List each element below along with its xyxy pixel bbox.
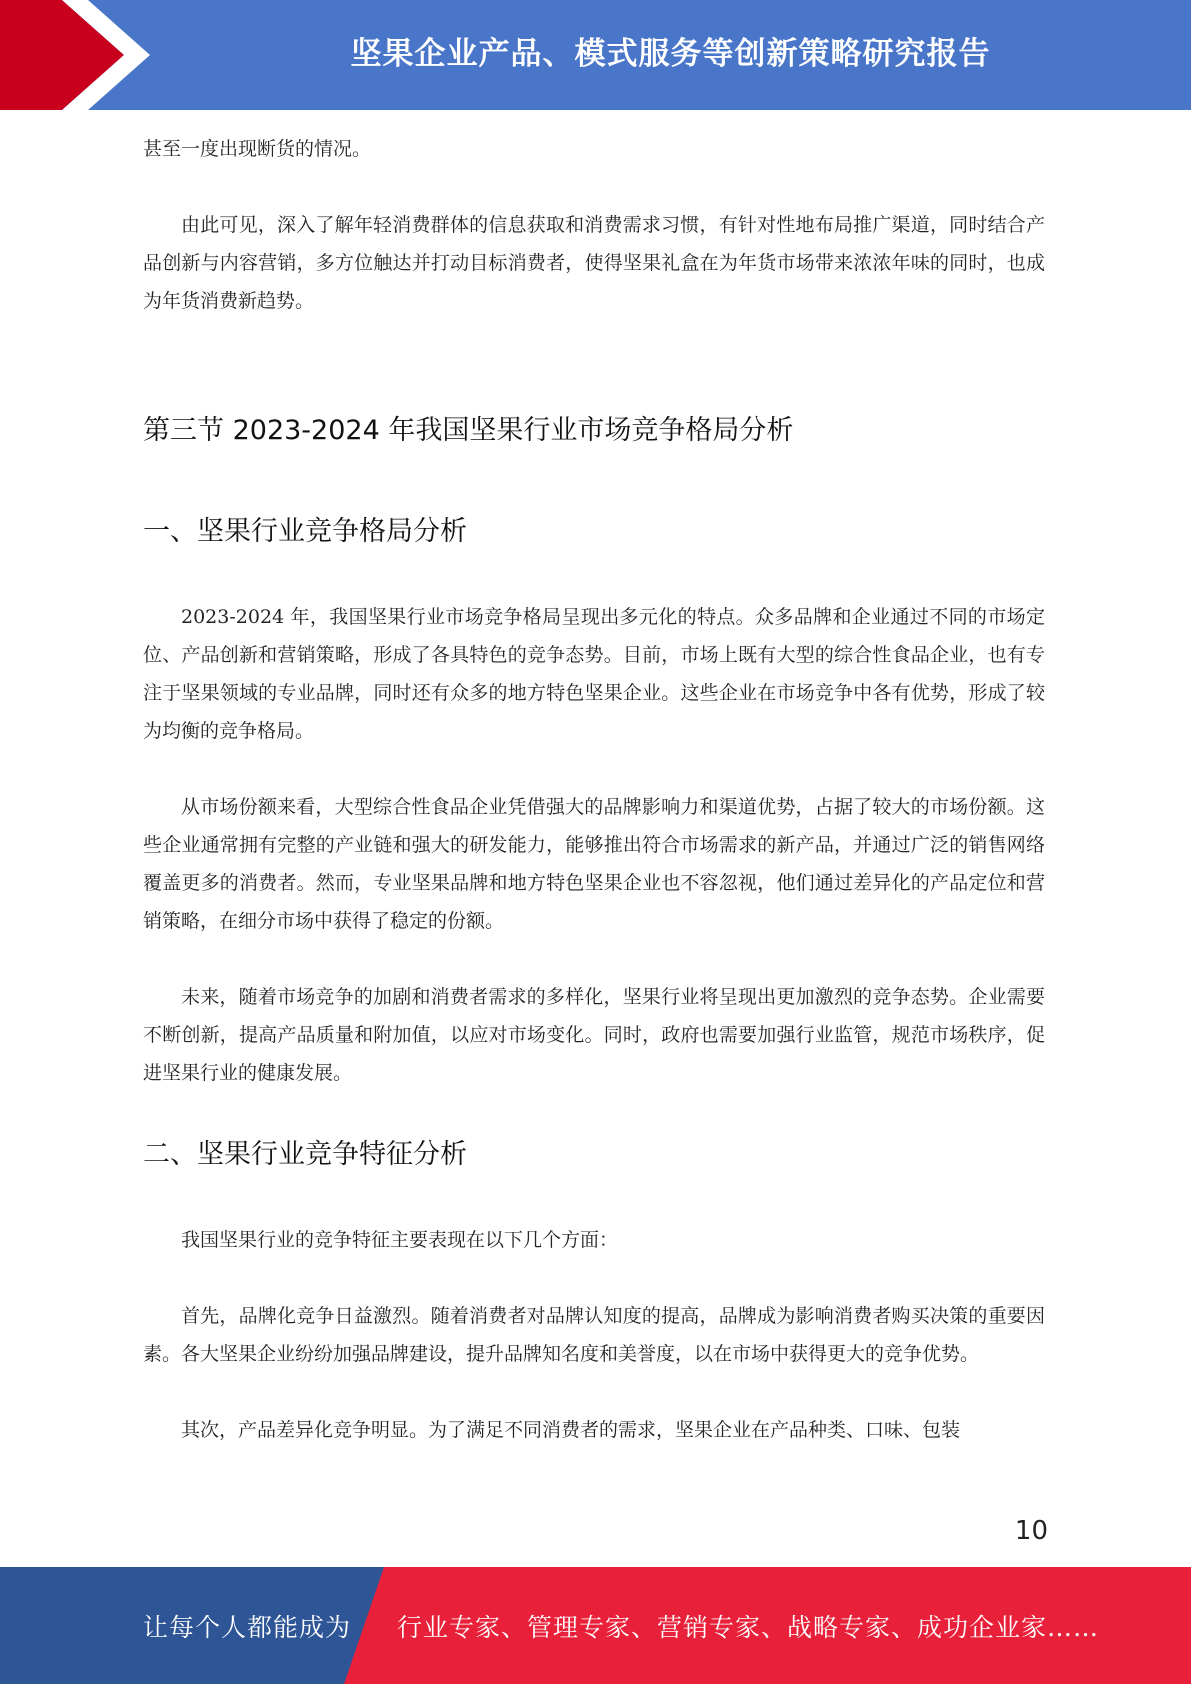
subsection-heading-competition-landscape: 一、坚果行业竞争格局分析 (143, 516, 467, 547)
paragraph-landscape-2: 从市场份额来看，大型综合性食品企业凭借强大的品牌影响力和渠道优势，占据了较大的市场份额。这些企业通常拥有完整的产业链和强大的研发能力，能够推出符合市场需求的新产品，并通过广泛的销售网络覆盖更多的消费者。然而，专业坚果品牌和地方特色坚果企业也不容忽视，他们通过差异化的产品定位和营销策略，在细分市场中获得了稳定的份额。 (143, 796, 1045, 932)
document-body (143, 130, 1045, 1449)
page-number: 10 (1014, 1516, 1048, 1546)
footer-slogan-left: 让每个人都能成为 (143, 1612, 352, 1642)
paragraph-features-brand: 首先，品牌化竞争日益激烈。随着消费者对品牌认知度的提高，品牌成为影响消费者购买决策的重要因素。各大坚果企业纷纷加强品牌建设，提升品牌知名度和美誉度，以在市场中获得更大的竞争优势。 (143, 1305, 1045, 1365)
paragraph-features-product: 其次，产品差异化竞争明显。为了满足不同消费者的需求，坚果企业在产品种类、口味、包装 (181, 1419, 961, 1441)
footer-slogan-right: 行业专家、管理专家、营销专家、战略专家、成功企业家…… (397, 1612, 1100, 1642)
report-title: 坚果企业产品、模式服务等创新策略研究报告 (350, 35, 991, 72)
paragraph-landscape-1: 2023-2024 年，我国坚果行业市场竞争格局呈现出多元化的特点。众多品牌和企业通过不同的市场定位、产品创新和营销策略，形成了各具特色的竞争态势。目前，市场上既有大型的综合性食品企业，也有专注于坚果领域的专业品牌，同时还有众多的地方特色坚果企业。这些企业在市场竞争中各有优势，形成了较为均衡的竞争格局。 (143, 606, 1045, 742)
subsection-heading-competition-features: 二、坚果行业竞争特征分析 (143, 1139, 467, 1170)
header-chevron-decoration (0, 0, 160, 110)
page-header (0, 0, 1191, 110)
section-heading: 第三节 2023-2024 年我国坚果行业市场竞争格局分析 (143, 415, 794, 446)
paragraph-summary: 由此可见，深入了解年轻消费群体的信息获取和消费需求习惯，有针对性地布局推广渠道，同时结合产品创新与内容营销，多方位触达并打动目标消费者，使得坚果礼盒在为年货市场带来浓浓年味的同时，也成为年货消费新趋势。 (143, 214, 1045, 312)
paragraph-features-intro: 我国坚果行业的竞争特征主要表现在以下几个方面： (181, 1229, 619, 1251)
page-footer (0, 1567, 1191, 1684)
paragraph-continued: 甚至一度出现断货的情况。 (143, 138, 372, 160)
paragraph-landscape-3: 未来，随着市场竞争的加剧和消费者需求的多样化，坚果行业将呈现出更加激烈的竞争态势。企业需要不断创新，提高产品质量和附加值，以应对市场变化。同时，政府也需要加强行业监管，规范市场秩序，促进坚果行业的健康发展。 (143, 986, 1045, 1084)
